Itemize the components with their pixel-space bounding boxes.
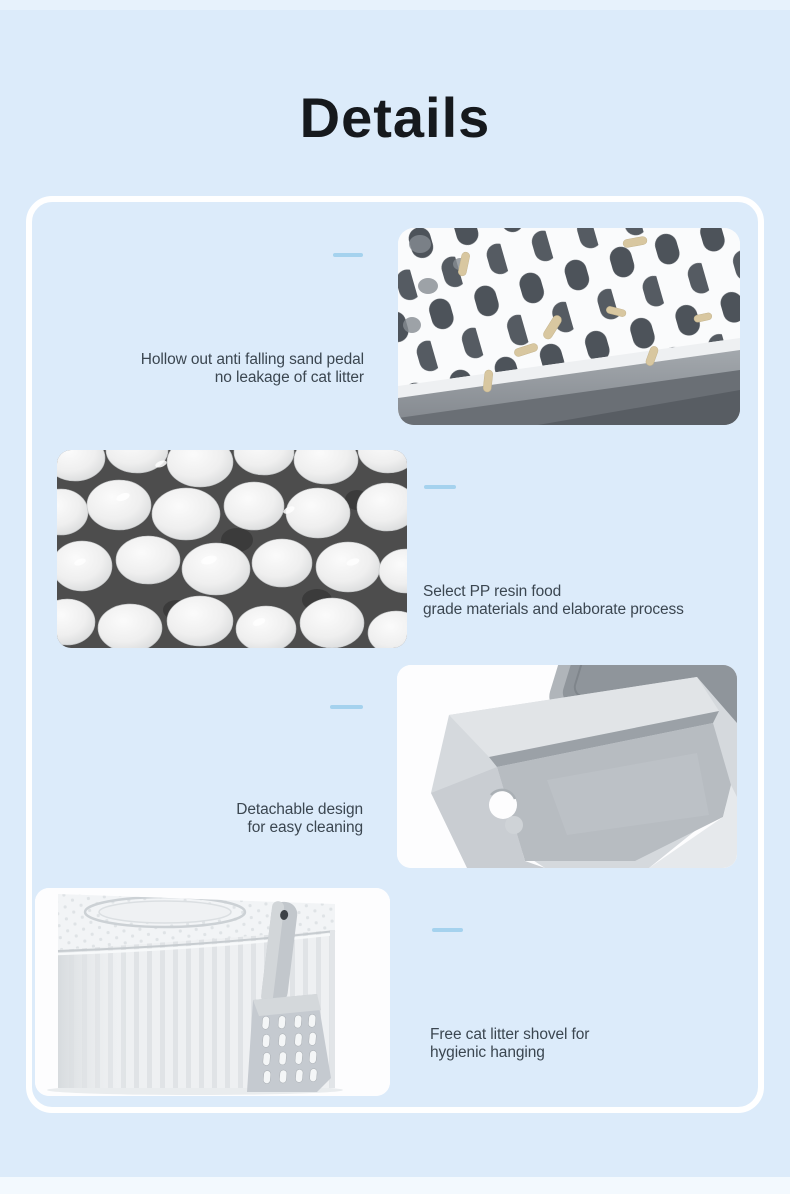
bottom-strip bbox=[0, 1177, 790, 1194]
accent-dash bbox=[333, 253, 363, 257]
caption-line: Detachable design bbox=[236, 801, 363, 818]
accent-dash bbox=[330, 705, 363, 709]
caption-line: Select PP resin food bbox=[423, 583, 562, 600]
page-title: Details bbox=[299, 86, 491, 149]
caption-line: grade materials and elaborate process bbox=[423, 601, 684, 619]
pp-resin-pellets-photo bbox=[57, 450, 407, 648]
detachable-drawer-photo bbox=[397, 665, 737, 868]
caption-line: for easy cleaning bbox=[247, 819, 363, 837]
accent-dash bbox=[424, 485, 456, 489]
feature-caption bbox=[423, 581, 684, 617]
accent-dash bbox=[432, 928, 463, 932]
top-strip bbox=[0, 0, 790, 10]
litter-box-illustration bbox=[35, 888, 390, 1096]
drawer-illustration bbox=[397, 665, 737, 868]
caption-line: Free cat litter shovel for bbox=[430, 1026, 590, 1043]
caption-line: no leakage of cat litter bbox=[214, 369, 364, 387]
feature-caption bbox=[236, 799, 363, 835]
caption-line: Hollow out anti falling sand pedal bbox=[140, 351, 364, 368]
perforated-pedal-photo bbox=[398, 228, 740, 425]
litter-box-shovel-photo bbox=[35, 888, 390, 1096]
pedal-illustration bbox=[398, 228, 740, 425]
caption-line: hygienic hanging bbox=[430, 1044, 545, 1062]
resin-illustration bbox=[57, 450, 407, 648]
feature-caption bbox=[430, 1024, 589, 1060]
feature-caption bbox=[141, 349, 364, 385]
